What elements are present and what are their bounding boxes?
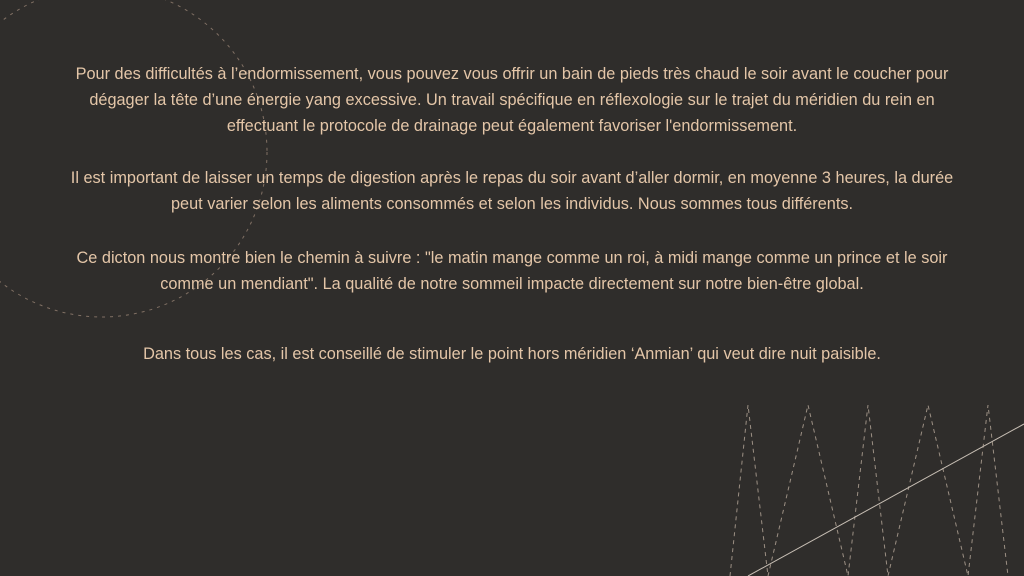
paragraph-anmian xyxy=(7,341,1017,367)
text-line: dégager la tête d’une énergie yang excessive. Un travail spécifique en réflexologie sur le trajet du méridien du rein en xyxy=(89,91,935,109)
decorative-diagonal-line xyxy=(748,424,1024,576)
text-line: comme un mendiant". La qualité de notre sommeil impacte directement sur notre bien-être global. xyxy=(160,275,864,293)
text-line: Pour des difficultés à l’endormissement, vous pouvez vous offrir un bain de pieds très chaud le soir avant le coucher pour xyxy=(75,65,949,83)
paragraph-bain-de-pieds xyxy=(7,61,1017,139)
text-line: Ce dicton nous montre bien le chemin à suivre : "le matin mange comme un roi, à midi mange comme un prince et le soir xyxy=(76,249,948,267)
text-line: Dans tous les cas, il est conseillé de stimuler le point hors méridien ‘Anmian’ qui veut dire nuit paisible. xyxy=(143,345,881,363)
decorative-dashed-zigzag xyxy=(730,405,1008,576)
body-text xyxy=(0,61,1024,367)
text-line: peut varier selon les aliments consommés et selon les individus. Nous sommes tous différents. xyxy=(170,195,854,213)
paragraph-digestion xyxy=(7,165,1017,217)
text-line: Il est important de laisser un temps de digestion après le repas du soir avant d’aller dormir, en moyenne 3 heures, la durée xyxy=(70,169,954,187)
paragraph-dicton xyxy=(7,245,1017,297)
text-line: effectuant le protocole de drainage peut également favoriser l'endormissement. xyxy=(226,117,798,135)
